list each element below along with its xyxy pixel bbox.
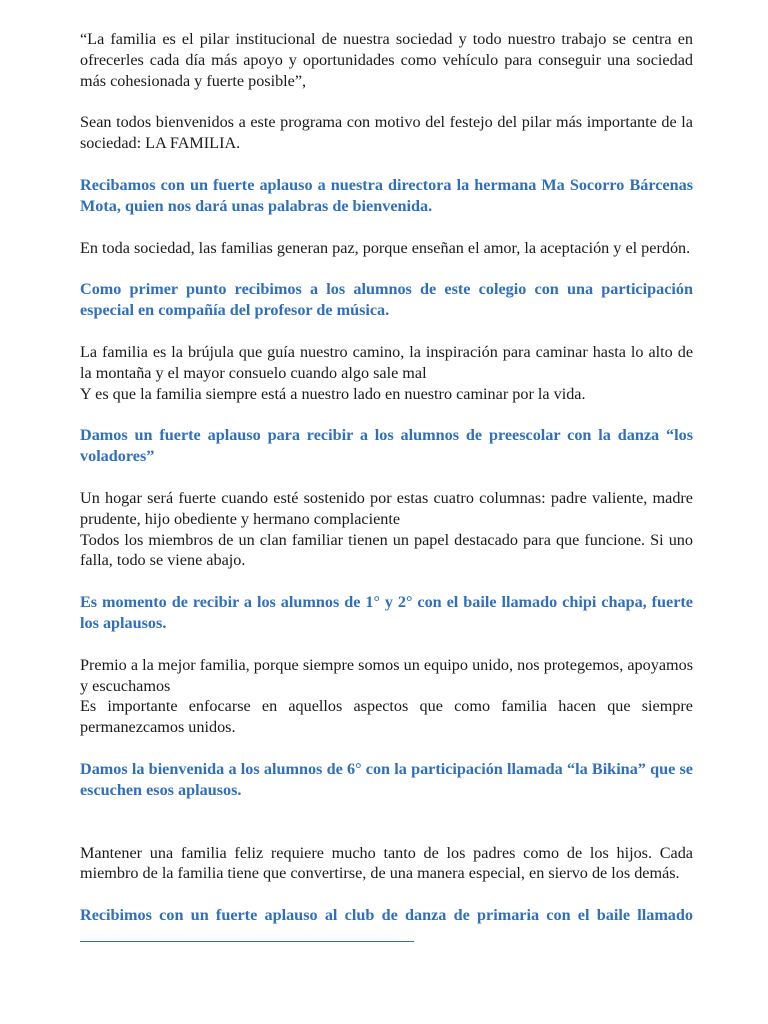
fill-in-blank-line [80,926,414,942]
paragraph-peace: En toda sociedad, las familias generan paz, porque enseñan el amor, la aceptación y el perdón. [80,238,691,257]
paragraph-side: Y es que la familia siempre está a nuestro lado en nuestro caminar por la vida. [80,384,586,403]
announcement-music: Como primer punto recibimos a los alumnos de este colegio con una participación especial en compañía del profesor de música. [80,280,693,320]
paragraph-clan: Todos los miembros de un clan familiar tienen un papel destacado para que funcione. Si uno falla, todo se viene abajo. [80,530,693,570]
document-page [80,29,693,948]
quote-paragraph: “La familia es el pilar institucional de nuestra sociedad y todo nuestro trabajo se centra en ofrecerles cada día más apoyo y oportunidades como vehículo para conseguir una sociedad más cohesionada y fuerte posible”, [80,30,693,90]
announcement-dance-club-text: Recibimos con un fuerte aplauso al club de danza de primaria con el baile llamado [80,906,693,925]
announcement-director: Recibamos con un fuerte aplauso a nuestra directora la hermana Ma Socorro Bárcenas Mota, quien nos dará unas palabras de bienvenida. [80,175,693,215]
paragraph-focus: Es importante enfocarse en aquellos aspectos que como familia hacen que siempre permanezcamos unidos. [80,697,693,737]
paragraph-happy-family: Mantener una familia feliz requiere mucho tanto de los padres como de los hijos. Cada miembro de la familia tiene que convertirse, de una manera especial, en siervo de los demás. [80,843,693,883]
paragraph-compass: La familia es la brújula que guía nuestro camino, la inspiración para caminar hasta lo alto de la montaña y el mayor consuelo cuando algo sale mal [80,342,693,382]
welcome-paragraph: Sean todos bienvenidos a este programa con motivo del festejo del pilar más importante de la sociedad: LA FAMILIA. [80,113,693,153]
announcement-sixth: Damos la bienvenida a los alumnos de 6° con la participación llamada “la Bikina” que se escuchen esos aplausos. [80,759,693,799]
announcement-preschool: Damos un fuerte aplauso para recibir a los alumnos de preescolar con la danza “los voladores” [80,426,693,466]
announcement-dance-club [80,905,693,948]
paragraph-columns: Un hogar será fuerte cuando esté sostenido por estas cuatro columnas: padre valiente, madre prudente, hijo obediente y hermano complaciente [80,488,693,528]
announcement-first-second: Es momento de recibir a los alumnos de 1° y 2° con el baile llamado chipi chapa, fuerte los aplausos. [80,593,693,632]
paragraph-award: Premio a la mejor familia, porque siempre somos un equipo unido, nos protegemos, apoyamos y escuchamos [80,655,693,695]
